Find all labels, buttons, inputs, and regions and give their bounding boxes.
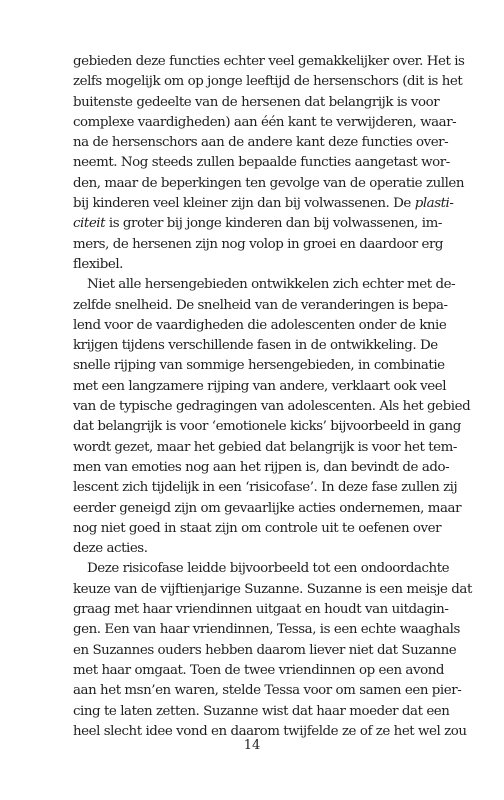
text-line: heel slecht idee vond en daarom twijfelde ze of ze het wel zou — [73, 723, 467, 739]
text-line: bij kinderen veel kleiner zijn dan bij volwassenen. De plasti- — [73, 196, 454, 212]
text-line: buitenste gedeelte van de hersenen dat belangrijk is voor — [73, 94, 440, 110]
text-line: den, maar de beperkingen ten gevolge van de operatie zullen — [73, 175, 465, 191]
text-line — [73, 702, 450, 722]
text-line: eerder geneigd zijn om gevaarlijke acties ondernemen, maar — [73, 500, 462, 516]
text-line: neemt. Nog steeds zullen bepaalde functies aangetast wor- — [73, 155, 450, 171]
text-line: lescent zich tijdelijk in een ‘risicofase’. In deze fase zullen zij — [73, 480, 458, 496]
text-line: dat belangrijk is voor ‘emotionele kicks’ bijvoorbeeld in gang — [73, 419, 461, 435]
text-line: flexibel. — [73, 256, 123, 272]
text-line: keuze van de vijftienjarige Suzanne. Suzanne is een meisje dat — [73, 581, 472, 597]
text-line: Deze risicofase leidde bijvoorbeeld tot een ondoordachte — [87, 561, 450, 577]
text-line: citeit is groter bij jonge kinderen dan bij volwassenen, im- — [73, 216, 442, 232]
text-line: zelfde snelheid. De snelheid van de veranderingen is bepa- — [73, 297, 448, 313]
text-line: met een langzamere rijping van andere, verklaart ook veel — [73, 378, 447, 394]
emphasis-text: citeit — [73, 216, 106, 232]
text-line: complexe vaardigheden) aan één kant te verwijderen, waar- — [73, 114, 457, 130]
text-line: lend voor de vaardigheden die adolescenten onder de knie — [73, 317, 447, 333]
text-line: gebieden deze functies echter veel gemakkelijker over. Het is — [73, 54, 465, 69]
text-line: en Suzannes ouders hebben daarom liever niet dat Suzanne — [73, 642, 457, 658]
body-text — [73, 52, 472, 742]
text-fragment: cing te laten zetten. — [73, 703, 200, 719]
text-line: gen. Een van haar vriendinnen, Tessa, is een echte waaghals — [73, 622, 460, 638]
text-line: mers, de hersenen zijn nog volop in groei en daardoor erg — [73, 236, 444, 252]
text-line: wordt gezet, maar het gebied dat belangrijk is voor het tem- — [73, 439, 457, 455]
text-line: krijgen tijdens verschillende fasen in de ontwikkeling. De — [73, 338, 438, 354]
text-line: met haar omgaat. Toen de twee vriendinnen op een avond — [73, 662, 444, 678]
emphasis-text: plasti- — [414, 196, 454, 212]
text-line: graag met haar vriendinnen uitgaat en houdt van uitdagin- — [73, 602, 449, 618]
text-line: men van emoties nog aan het rijpen is, dan bevindt de ado- — [73, 459, 450, 475]
page-number: 14 — [243, 738, 261, 753]
text-line: zelfs mogelijk om op jonge leeftijd de hersenschors (dit is het — [73, 74, 463, 90]
text-fragment: Suzanne wist dat haar moeder dat een — [203, 703, 450, 719]
text-line: na de hersenschors aan de andere kant deze functies over- — [73, 135, 449, 151]
text-line: van de typische gedragingen van adolescenten. Als het gebied — [73, 399, 471, 415]
text-line: nog niet goed in staat zijn om controle uit te oefenen over — [73, 520, 442, 536]
text-line: deze acties. — [73, 541, 148, 557]
text-line: snelle rijping van sommige hersengebieden, in combinatie — [73, 358, 445, 374]
text-line: Niet alle hersengebieden ontwikkelen zich echter met de- — [87, 277, 456, 293]
text-line: aan het msn’en waren, stelde Tessa voor om samen een pier- — [73, 683, 462, 699]
